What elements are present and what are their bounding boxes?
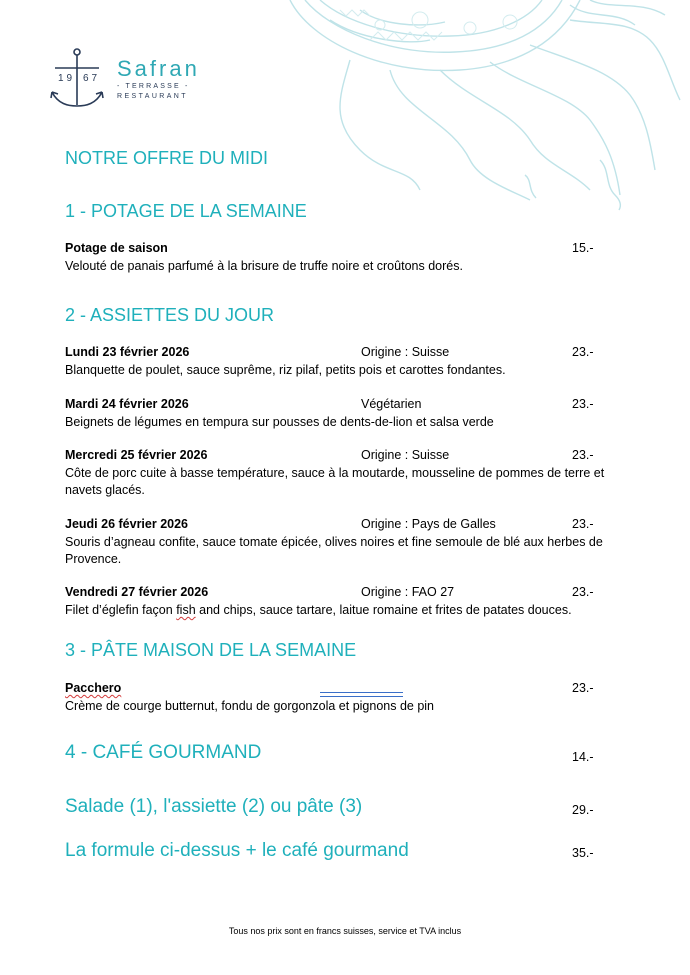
coffee-price: 14.- [572, 750, 594, 764]
formula-2-label: La formule ci-dessus + le café gourmand [65, 840, 409, 861]
spellcheck-word: fish [176, 603, 196, 617]
plate-price: 23.- [572, 517, 594, 531]
section-coffee-heading: 4 - CAFÉ GOURMAND [65, 742, 262, 763]
section-plates-heading: 2 - ASSIETTES DU JOUR [65, 305, 275, 325]
plate-origin: Végétarien [361, 397, 422, 411]
plate-origin: Origine : Pays de Galles [361, 517, 496, 531]
plate-description: Côte de porc cuite à basse température, sauce à la moutarde, mousseline de pommes de terre et navets glacés. [65, 466, 605, 497]
soup-description: Velouté de panais parfumé à la brisure de truffe noire et croûtons dorés. [65, 259, 463, 273]
plate-description: Beignets de légumes en tempura sur pousses de dents-de-lion et salsa verde [65, 415, 494, 429]
plate-day: Jeudi 26 février 2026 [65, 517, 188, 531]
jellyfish-illustration [270, 0, 690, 215]
plate-price: 23.- [572, 585, 594, 599]
plate-description [65, 602, 630, 619]
desc-text-before: Filet d’églefin façon [65, 603, 177, 617]
section-soup-heading: 1 - POTAGE DE LA SEMAINE [65, 201, 307, 221]
section-pasta-heading: 3 - PÂTE MAISON DE LA SEMAINE [65, 640, 357, 660]
logo-year-right: 67 [83, 73, 101, 84]
plate-origin: Origine : Suisse [361, 345, 450, 359]
plate-price: 23.- [572, 448, 594, 462]
page-title: NOTRE OFFRE DU MIDI [65, 148, 268, 168]
logo-subtitle-terrasse: - TERRASSE - [117, 83, 190, 90]
logo-subtitle-restaurant: RESTAURANT [117, 93, 188, 100]
plate-price: 23.- [572, 345, 594, 359]
pasta-description: Crème de courge butternut, fondu de gorgonzola et pignons de pin [65, 699, 435, 713]
soup-price: 15.- [572, 241, 594, 255]
plate-origin: Origine : Suisse [361, 448, 450, 462]
plate-day: Vendredi 27 février 2026 [65, 585, 209, 599]
pasta-name: Pacchero [65, 681, 122, 695]
plate-price: 23.- [572, 397, 594, 411]
formula-2-price: 35.- [572, 846, 594, 860]
plate-day: Lundi 23 février 2026 [65, 345, 190, 359]
formula-1-label: Salade (1), l'assiette (2) ou pâte (3) [65, 796, 363, 817]
logo-year-left: 19 [58, 73, 76, 84]
plate-day: Mardi 24 février 2026 [65, 397, 189, 411]
plate-origin: Origine : FAO 27 [361, 585, 455, 599]
formula-1-price: 29.- [572, 803, 594, 817]
plate-description: Souris d’agneau confite, sauce tomate épicée, olives noires et fine semoule de blé aux herbes de Provence. [65, 535, 603, 566]
plate-day: Mercredi 25 février 2026 [65, 448, 208, 462]
restaurant-logo [50, 46, 220, 114]
desc-text-after: and chips, sauce tartare, laitue romaine et frites de patates douces. [195, 603, 572, 617]
plate-description: Blanquette de poulet, sauce suprême, riz pilaf, petits pois et carottes fondantes. [65, 363, 506, 377]
grammar-marker-line [320, 692, 403, 697]
footer-note: Tous nos prix sont en francs suisses, service et TVA inclus [228, 926, 462, 936]
soup-name: Potage de saison [65, 241, 168, 255]
pasta-price: 23.- [572, 681, 594, 695]
logo-brand: Safran [117, 56, 200, 81]
